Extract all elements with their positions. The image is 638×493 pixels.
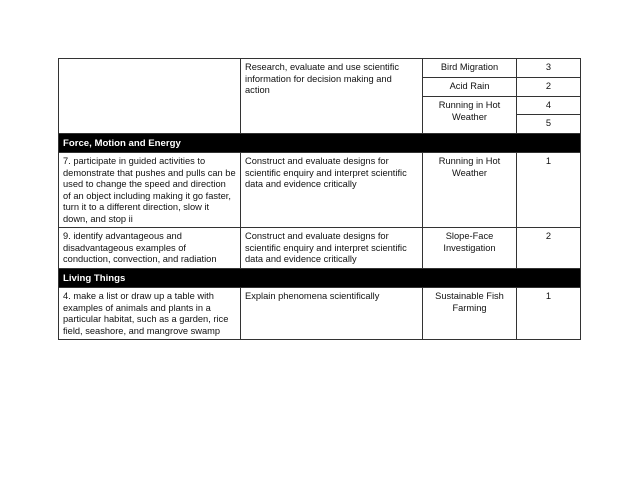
objective-cell [59,59,241,134]
topic-cell: Slope-Face Investigation [423,228,517,269]
number-cell: 3 [517,59,581,78]
topic-cell: Running in Hot Weather [423,153,517,228]
skill-cell: Construct and evaluate designs for scientific enquiry and interpret scientific data and evidence critically [241,228,423,269]
number-cell: 1 [517,288,581,340]
table-row [59,288,581,340]
skill-cell: Explain phenomena scientifically [241,288,423,340]
number-cell: 2 [517,78,581,97]
topic-cell: Sustainable Fish Farming [423,288,517,340]
number-cell: 5 [517,114,581,133]
table-row [59,59,581,78]
section-title: Force, Motion and Energy [59,133,581,153]
objective-cell: 9. identify advantageous and disadvantageous examples of conduction, convection, and radiation [59,228,241,269]
topic-cell: Running in Hot Weather [423,97,517,134]
table-row [59,153,581,228]
number-cell: 1 [517,153,581,228]
number-cell: 4 [517,97,581,115]
skill-cell: Research, evaluate and use scientific information for decision making and action [241,59,423,134]
section-header-row [59,133,581,153]
objective-cell: 4. make a list or draw up a table with examples of animals and plants in a particular habitat, such as a garden, rice field, seashore, and mangrove swamp [59,288,241,340]
number-cell: 2 [517,228,581,269]
skill-cell: Construct and evaluate designs for scientific enquiry and interpret scientific data and evidence critically [241,153,423,228]
topic-cell: Acid Rain [423,78,517,97]
objective-cell: 7. participate in guided activities to demonstrate that pushes and pulls can be used to change the speed and direction of an object including making it go faster, turn it to a different direction, slow it down, and stop ii [59,153,241,228]
topic-cell: Bird Migration [423,59,517,78]
curriculum-table [58,58,581,340]
section-header-row [59,268,581,288]
section-title: Living Things [59,268,581,288]
table-row [59,228,581,269]
